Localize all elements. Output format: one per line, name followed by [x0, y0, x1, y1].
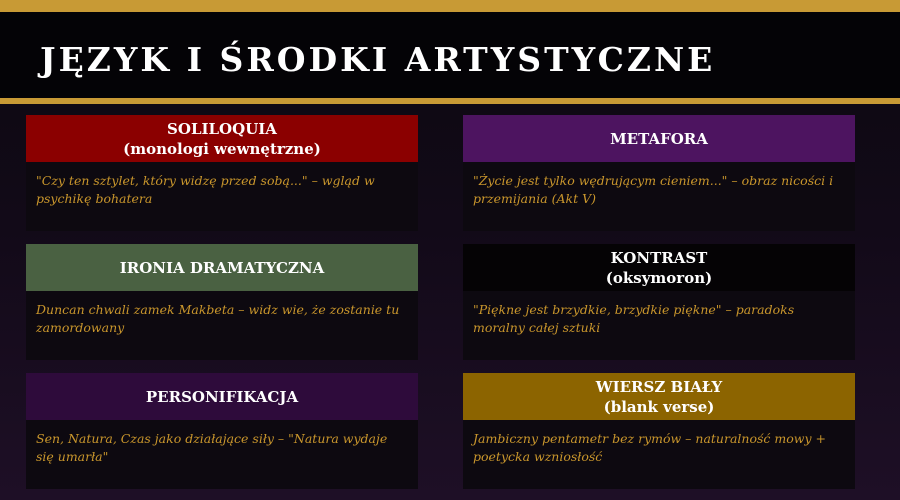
- card-header: [463, 373, 855, 420]
- page-title: JĘZYK I ŚRODKI ARTYSTYCZNE: [40, 40, 716, 79]
- card-description: "Piękne jest brzydkie, brzydkie piękne" – paradoks moralny całej sztuki: [463, 291, 855, 360]
- card-metafora: [463, 115, 855, 231]
- card-title: WIERSZ BIAŁY: [595, 377, 723, 396]
- card-subtitle: (oksymoron): [605, 268, 713, 287]
- card-title: SOLILOQUIA: [167, 119, 277, 138]
- card-description: "Życie jest tylko wędrującym cieniem..." – obraz nicości i przemijania (Akt V): [463, 162, 855, 231]
- card-subtitle: (blank verse): [603, 397, 715, 416]
- header: [0, 12, 900, 98]
- card-header: [463, 115, 855, 162]
- top-accent-bar: [0, 0, 900, 12]
- card-description: Duncan chwali zamek Makbeta – widz wie, że zostanie tu zamordowany: [26, 291, 418, 360]
- header-divider: [0, 98, 900, 104]
- card-title: KONTRAST: [610, 248, 708, 267]
- card-description: "Czy ten sztylet, który widzę przed sobą..." – wgląd w psychikę bohatera: [26, 162, 418, 231]
- card-header: [26, 244, 418, 291]
- card-personifikacja: [26, 373, 418, 489]
- card-ironia-dramatyczna: [26, 244, 418, 360]
- card-header: [26, 373, 418, 420]
- card-header: [463, 244, 855, 291]
- card-kontrast: [463, 244, 855, 360]
- card-description: Jambiczny pentametr bez rymów – naturalność mowy + poetycka wzniosłość: [463, 420, 855, 489]
- card-soliloquia: [26, 115, 418, 231]
- card-header: [26, 115, 418, 162]
- card-subtitle: (monologi wewnętrzne): [123, 139, 321, 158]
- card-title: METAFORA: [610, 129, 708, 148]
- card-description: Sen, Natura, Czas jako działające siły – "Natura wydaje się umarła": [26, 420, 418, 489]
- card-wiersz-bialy: [463, 373, 855, 489]
- card-title: PERSONIFIKACJA: [145, 387, 299, 406]
- card-title: IRONIA DRAMATYCZNA: [119, 258, 325, 277]
